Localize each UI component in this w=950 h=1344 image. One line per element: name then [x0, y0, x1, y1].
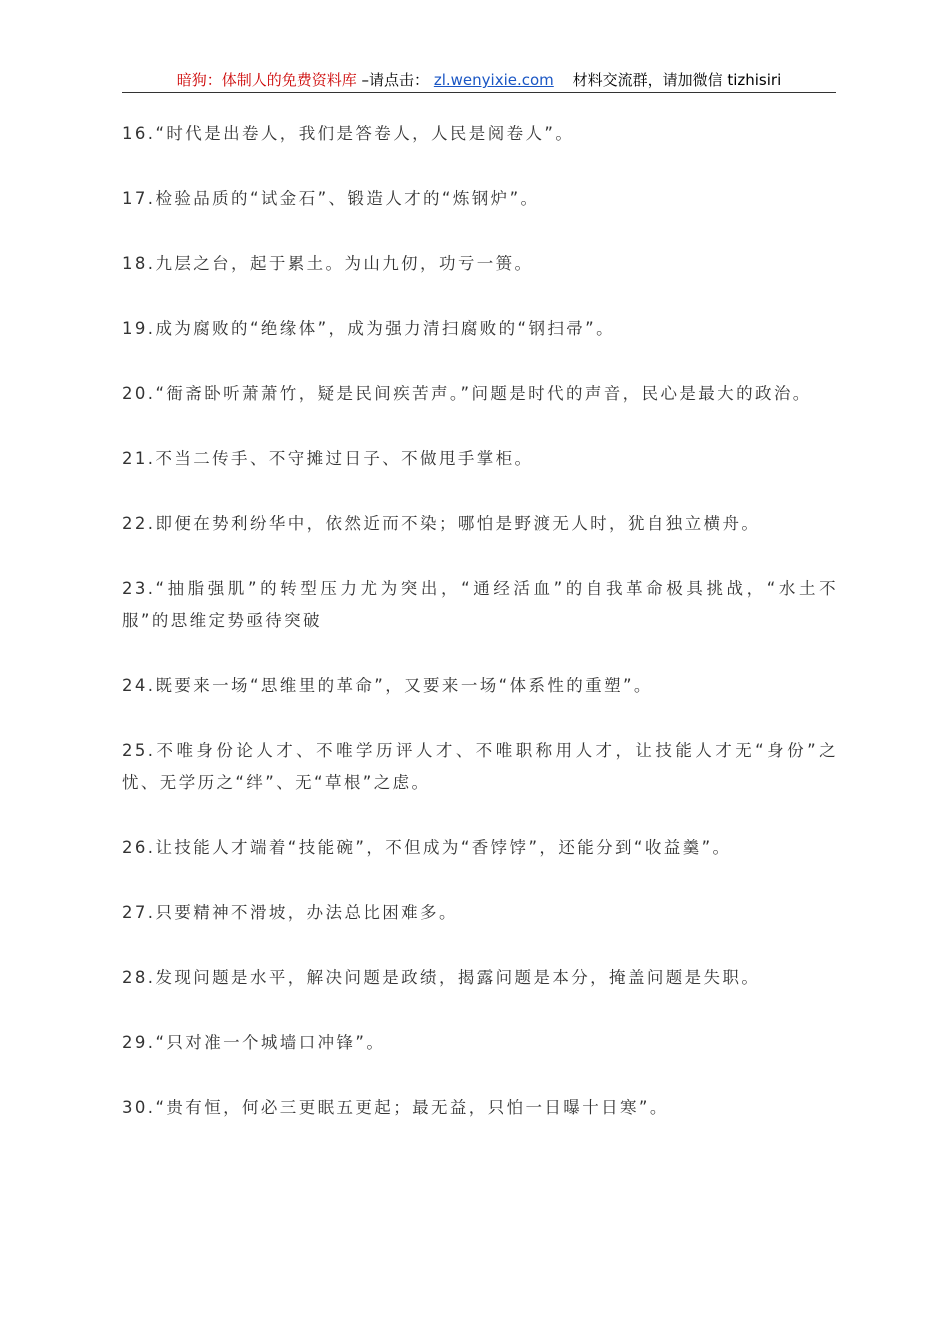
list-item: 22.即便在势利纷华中，依然近而不染；哪怕是野渡无人时，犹自独立横舟。 [122, 514, 761, 533]
document-body [122, 118, 838, 1157]
list-item: 27.只要精神不滑坡，办法总比困难多。 [122, 903, 458, 922]
list-item: 20.“衙斋卧听萧萧竹，疑是民间疾苦声。”问题是时代的声音，民心是最大的政治。 [122, 384, 812, 403]
list-item: 25.不唯身份论人才、不唯学历评人才、不唯职称用人才，让技能人才无“身份”之忧、无学历之“绊”、无“草根”之虑。 [122, 741, 838, 792]
list-item: 23.“抽脂强肌”的转型压力尤为突出，“通经活血”的自我革命极具挑战，“水土不服”的思维定势亟待突破 [122, 579, 838, 630]
header-brand: 暗狗：体制人的免费资料库 [176, 71, 357, 89]
list-item: 19.成为腐败的“绝缘体”，成为强力清扫腐败的“钢扫帚”。 [122, 319, 616, 338]
list-item: 18.九层之台，起于累土。为山九仞，功亏一篑。 [122, 254, 534, 273]
header-dash: – [356, 71, 370, 89]
list-item: 17.检验品质的“试金石”、锻造人才的“炼钢炉”。 [122, 189, 540, 208]
list-item: 26.让技能人才端着“技能碗”，不但成为“香饽饽”，还能分到“收益羹”。 [122, 838, 732, 857]
list-item: 29.“只对准一个城墙口冲锋”。 [122, 1033, 386, 1052]
header-prompt: 请点击： [369, 71, 430, 89]
header-link[interactable]: zl.wenyixie.com [433, 71, 554, 89]
page-header [122, 70, 836, 93]
list-item: 16.“时代是出卷人，我们是答卷人，人民是阅卷人”。 [122, 124, 575, 143]
list-item: 24.既要来一场“思维里的革命”，又要来一场“体系性的重塑”。 [122, 676, 653, 695]
list-item: 28.发现问题是水平，解决问题是政绩，揭露问题是本分，掩盖问题是失职。 [122, 968, 761, 987]
header-contact: 材料交流群，请加微信 tizhisiri [572, 71, 782, 89]
list-item: 30.“贵有恒，何必三更眠五更起；最无益，只怕一日曝十日寒”。 [122, 1098, 669, 1117]
list-item: 21.不当二传手、不守摊过日子、不做甩手掌柜。 [122, 449, 534, 468]
